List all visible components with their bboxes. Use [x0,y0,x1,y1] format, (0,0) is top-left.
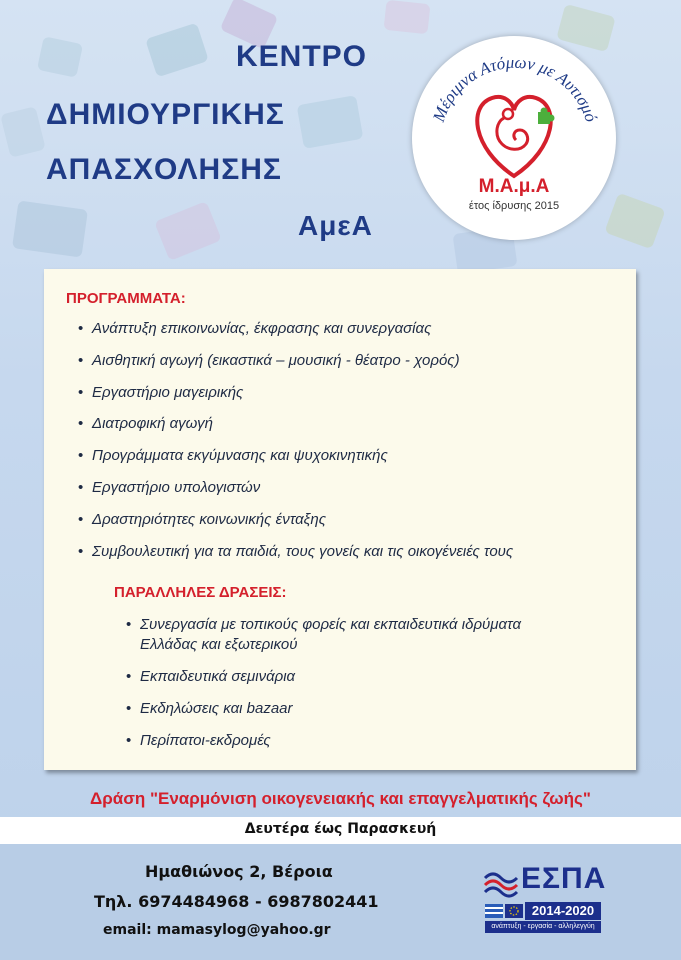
bullet-icon: • [78,447,84,465]
puzzle-piece-decoration [297,95,364,149]
programs-box [44,269,636,770]
email: email: mamasylog@yahoo.gr [103,922,331,938]
parallel-title: ΠΑΡΑΛΛΗΛΕΣ ΔΡΑΣΕΙΣ: [114,584,287,601]
puzzle-piece-decoration [154,201,222,261]
list-item: • Προγράμματα εκγύμνασης και ψυχοκινητικής [78,447,388,465]
logo-name: Μ.Α.μ.Α [478,176,550,197]
svg-text:Μέριμνα Ατόμων με Αυτισμό [429,53,601,126]
list-item: • Περίπατοι-εκδρομές [126,732,271,749]
list-item: • Εργαστήριο υπολογιστών [78,478,261,496]
puzzle-piece-decoration [0,106,46,157]
schedule-band [0,817,681,844]
bullet-icon: • [126,668,132,685]
title-line-1: ΚΕΝΤΡΟ [236,40,368,73]
bullet-icon: • [126,616,132,633]
parallel-list [126,615,626,763]
puzzle-piece-decoration [384,0,431,34]
logo-year: έτος ίδρυσης 2015 [468,200,560,212]
list-item: • Ανάπτυξη επικοινωνίας, έκφρασης και συνεργασίας [78,320,432,337]
espa-years: 2014-2020 [525,902,601,920]
title-line-4: ΑμεΑ [298,210,373,241]
bullet-icon: • [126,700,132,717]
list-item: • Διατροφική αγωγή [78,415,213,433]
list-item: • Συμβουλευτική για τα παιδιά, τους γονείς και τις οικογένειές τους [78,542,514,560]
phone: Τηλ. 6974484968 - 6987802441 [94,892,379,911]
list-item: • Δραστηριότητες κοινωνικής ένταξης [78,510,326,528]
title-line-3: ΑΠΑΣΧΟΛΗΣΗΣ [46,153,282,186]
puzzle-piece-decoration [12,200,88,257]
schedule-text: Δευτέρα έως Παρασκευή [244,821,437,837]
mother-child-icon [497,118,528,149]
espa-logo [477,862,607,942]
mama-logo [412,36,616,240]
bullet-icon: • [78,383,84,401]
action-title: Δράση "Εναρμόνιση οικογενειακής και επαγγελματικής ζωής" [90,789,591,808]
list-item: • Εκπαιδευτικά σεμινάρια [126,668,296,685]
list-item: • Εργαστήριο μαγειρικής [78,383,244,401]
bullet-icon: • [78,415,84,433]
bullet-icon: • [78,351,84,369]
list-item: • Συνεργασία με τοπικούς φορείς και εκπαιδευτικά ιδρύματα Ελλάδας και εξωτερικού [126,616,522,653]
espa-tagline: ανάπτυξη - εργασία - αλληλεγγύη [485,921,601,933]
address: Ημαθιώνος 2, Βέροια [145,862,333,881]
list-item: • Αισθητική αγωγή (εικαστικά – μουσική - θέατρο - χορός) [78,351,460,369]
bullet-icon: • [78,510,84,528]
puzzle-piece-decoration [37,36,83,78]
programs-list [78,320,513,574]
bullet-icon: • [78,320,84,337]
bullet-icon: • [126,732,132,749]
programs-title: ΠΡΟΓΡΑΜΜΑΤΑ: [66,290,186,307]
bullet-icon: • [78,478,84,496]
list-item: • Εκδηλώσεις και bazaar [126,700,293,717]
espa-waves-icon [483,868,519,898]
title-line-2: ΔΗΜΙΟΥΡΓΙΚΗΣ [46,98,285,131]
logo-arc-text: Μέριμνα Ατόμων με Αυτισμό [429,52,601,125]
flags-icon [485,904,523,918]
espa-name: ΕΣΠΑ [521,862,607,895]
bullet-icon: • [78,542,84,560]
contact-footer [0,844,681,960]
puzzle-piece-decoration [145,23,209,78]
